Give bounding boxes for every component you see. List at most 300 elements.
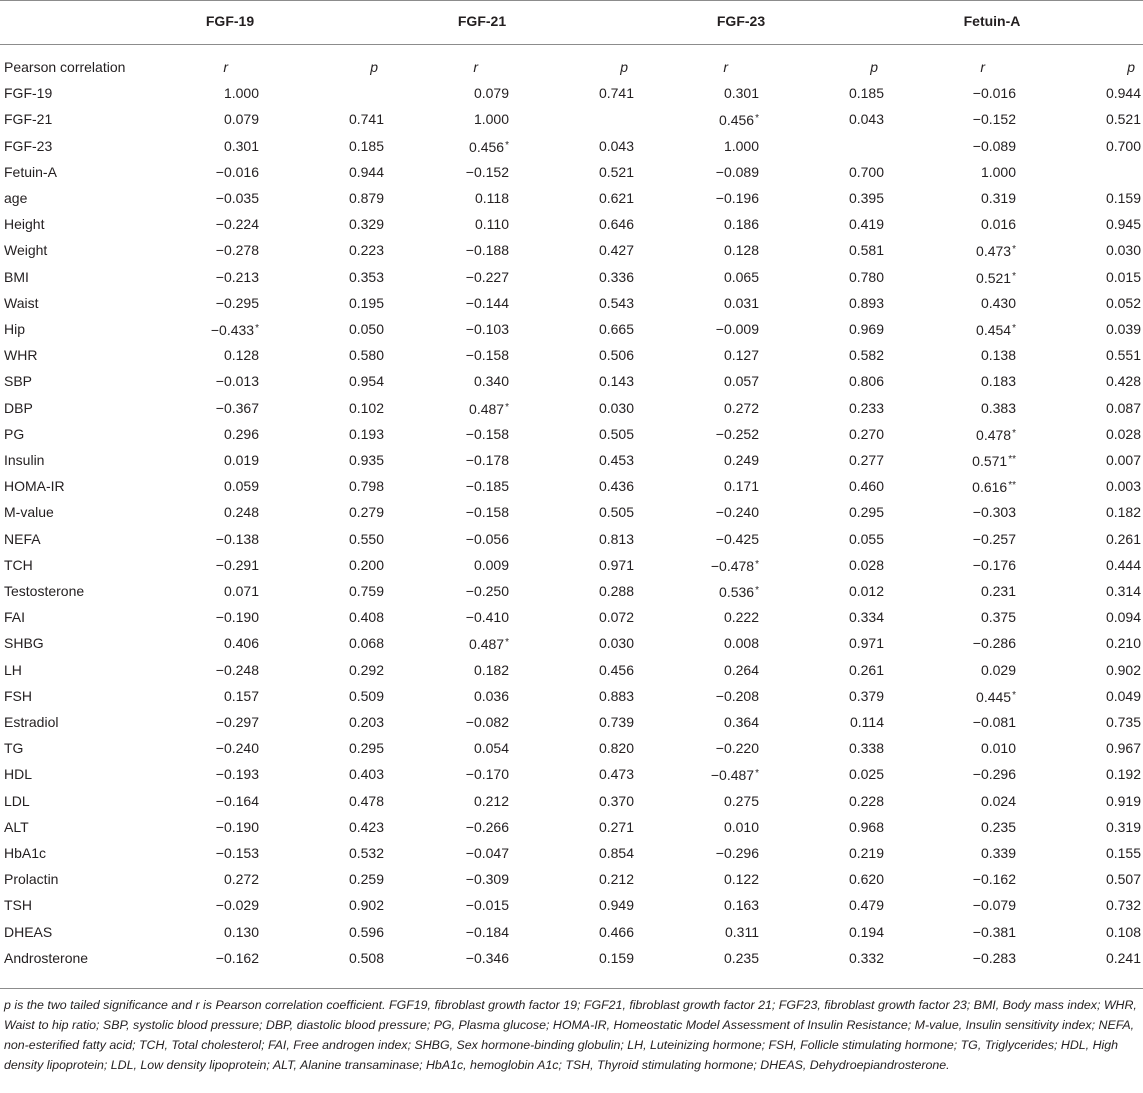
- p-value: 0.507: [1105, 871, 1141, 888]
- p-value-cell: [1106, 368, 1141, 394]
- r-value-cell: [224, 683, 259, 709]
- p-value: 0.185: [348, 137, 384, 154]
- p-value: 0.050: [348, 321, 384, 337]
- p-value: 0.971: [848, 635, 884, 652]
- p-value: 0.395: [848, 190, 884, 206]
- r-value-cell: [216, 264, 259, 290]
- p-value: 0.288: [598, 583, 634, 599]
- p-value-cell: [349, 211, 384, 237]
- p-value: 0.370: [598, 792, 634, 809]
- p-value: 0.893: [848, 294, 884, 311]
- p-value-cell: [599, 211, 634, 237]
- r-value: −0.176: [972, 556, 1016, 573]
- r-value-cell: [216, 290, 259, 316]
- header-fgf23: FGF-23: [716, 13, 766, 29]
- p-value-cell: [1106, 264, 1141, 290]
- p-value: 0.379: [848, 687, 884, 704]
- r-value: −0.162: [972, 871, 1016, 888]
- significance-marker: *: [505, 139, 509, 151]
- p-value-cell: [599, 316, 634, 342]
- row-label: ALT: [4, 818, 29, 835]
- p-value: 0.193: [348, 425, 384, 442]
- p-value-cell: [1106, 237, 1141, 263]
- p-value: 0.741: [348, 111, 384, 128]
- r-value-cell: [466, 447, 509, 473]
- p-value-cell: [599, 185, 634, 211]
- row-label: Prolactin: [4, 871, 59, 888]
- r-column-header: r: [723, 59, 728, 75]
- r-value-cell: [724, 814, 759, 840]
- p-value-cell: [349, 788, 384, 814]
- p-value: 0.436: [598, 478, 634, 495]
- row-label: Estradiol: [4, 714, 59, 730]
- p-value: 0.403: [348, 766, 384, 783]
- p-value: 0.102: [348, 399, 384, 416]
- significance-marker: *: [755, 558, 759, 570]
- r-value: 0.478: [976, 426, 1012, 443]
- significance-marker: *: [255, 323, 259, 334]
- table-row: [0, 421, 1143, 447]
- r-value-cell: [716, 421, 759, 447]
- p-value: 0.015: [1105, 268, 1141, 285]
- row-label: NEFA: [4, 530, 41, 547]
- row-label: TCH: [4, 556, 33, 573]
- r-value: −0.425: [715, 530, 759, 547]
- p-value-cell: [1106, 578, 1141, 604]
- p-value: 0.259: [348, 871, 384, 888]
- p-value-cell: [1106, 421, 1141, 447]
- p-value-cell: [849, 290, 884, 316]
- r-value: 0.272: [723, 399, 759, 416]
- r-value-cell: [976, 421, 1016, 448]
- row-label: LDL: [4, 792, 30, 809]
- p-column-header: p: [1127, 59, 1135, 75]
- r-value-cell: [466, 526, 509, 552]
- p-value: 0.087: [1105, 399, 1141, 416]
- table-row: [0, 919, 1143, 945]
- p-value-cell: [349, 264, 384, 290]
- r-value-cell: [474, 552, 509, 578]
- r-value: −0.158: [465, 425, 509, 442]
- r-value: −0.193: [215, 766, 259, 783]
- p-value: 0.007: [1105, 452, 1141, 468]
- r-value-cell: [216, 735, 259, 761]
- p-value-cell: [349, 316, 384, 342]
- p-value-cell: [849, 526, 884, 552]
- r-value: −0.297: [215, 714, 259, 730]
- p-value-cell: [599, 840, 634, 866]
- r-column-header: r: [223, 59, 228, 75]
- r-value: 0.430: [980, 294, 1016, 311]
- p-value: 0.143: [598, 373, 634, 390]
- p-value-cell: [849, 447, 884, 473]
- r-value: −0.082: [465, 714, 509, 730]
- r-value-cell: [724, 630, 759, 656]
- r-value-cell: [716, 840, 759, 866]
- p-value: 0.479: [848, 897, 884, 914]
- p-value-cell: [599, 788, 634, 814]
- p-value: 0.182: [1105, 504, 1141, 521]
- r-value: 0.235: [723, 949, 759, 966]
- p-value-cell: [1106, 840, 1141, 866]
- r-value: −0.081: [972, 714, 1016, 730]
- r-value: −0.196: [715, 190, 759, 206]
- p-value: 0.460: [848, 478, 884, 495]
- r-value-cell: [724, 788, 759, 814]
- p-value-cell: [599, 526, 634, 552]
- p-value: 0.353: [348, 268, 384, 285]
- r-value: 0.301: [223, 137, 259, 154]
- r-value-cell: [216, 604, 259, 630]
- p-value: 0.428: [1105, 373, 1141, 390]
- p-value: 0.271: [598, 818, 634, 835]
- p-value: 0.292: [348, 661, 384, 678]
- p-column-header: p: [620, 59, 628, 75]
- p-value: 0.332: [848, 949, 884, 966]
- p-value-cell: [599, 421, 634, 447]
- p-value-cell: [599, 237, 634, 263]
- p-value-cell: [599, 630, 634, 656]
- p-value: 0.759: [348, 583, 384, 599]
- r-value: −0.487: [710, 767, 755, 784]
- r-value-cell: [216, 159, 259, 185]
- r-value: −0.185: [465, 478, 509, 495]
- r-value-cell: [224, 133, 259, 159]
- r-value-cell: [981, 578, 1016, 604]
- p-value-cell: [849, 919, 884, 945]
- p-value: 0.028: [848, 556, 884, 573]
- p-value: 0.419: [848, 216, 884, 233]
- r-value: 0.110: [475, 216, 509, 233]
- p-value-cell: [849, 604, 884, 630]
- significance-marker: *: [755, 585, 759, 596]
- row-label: SHBG: [4, 635, 44, 652]
- p-value: 0.295: [348, 740, 384, 757]
- r-value-cell: [724, 80, 759, 106]
- p-value-cell: [599, 657, 634, 683]
- r-value: 0.340: [473, 373, 509, 390]
- p-value: 0.582: [848, 347, 884, 364]
- table-row: [0, 368, 1143, 394]
- p-value-cell: [349, 761, 384, 787]
- r-value-cell: [474, 788, 509, 814]
- table-row: [0, 604, 1143, 630]
- p-value-cell: [349, 709, 384, 735]
- r-value-cell: [724, 368, 759, 394]
- r-value-cell: [466, 159, 509, 185]
- p-value-cell: [1106, 316, 1141, 342]
- p-value: 0.453: [598, 452, 634, 468]
- r-value: −0.178: [465, 452, 509, 468]
- p-value: 0.505: [598, 504, 634, 521]
- p-value-cell: [349, 657, 384, 683]
- stats-header-row: [0, 54, 1143, 80]
- r-value: 0.183: [980, 373, 1016, 390]
- p-value-cell: [1106, 892, 1141, 918]
- r-value: −0.240: [215, 740, 259, 757]
- r-value-cell: [716, 735, 759, 761]
- r-value: −0.016: [215, 163, 259, 180]
- p-value-cell: [849, 578, 884, 604]
- p-value-cell: [599, 447, 634, 473]
- r-value: −0.138: [215, 530, 259, 547]
- row-label: age: [4, 190, 28, 206]
- p-value: 0.192: [1105, 766, 1141, 783]
- p-value-cell: [599, 290, 634, 316]
- r-value-cell: [725, 919, 759, 945]
- r-value: 0.079: [223, 111, 259, 128]
- r-value-cell: [719, 106, 759, 133]
- p-value: 0.949: [598, 897, 634, 914]
- p-value: 0.155: [1105, 845, 1141, 861]
- r-value: 0.456: [719, 112, 755, 129]
- table-row: [0, 788, 1143, 814]
- r-value-cell: [216, 237, 259, 263]
- r-value-cell: [224, 866, 259, 892]
- r-value: −0.250: [465, 583, 509, 599]
- r-value-cell: [466, 578, 509, 604]
- table-row: [0, 526, 1143, 552]
- table-row: [0, 709, 1143, 735]
- r-value-cell: [716, 499, 759, 525]
- p-value: 0.319: [1105, 818, 1141, 835]
- row-label: HOMA-IR: [4, 478, 65, 495]
- p-value: 0.551: [1105, 347, 1141, 364]
- p-value-cell: [599, 368, 634, 394]
- r-value-cell: [216, 814, 259, 840]
- r-value: 0.296: [223, 425, 259, 442]
- r-value-cell: [724, 342, 759, 368]
- r-value: −0.295: [215, 294, 259, 311]
- r-value-cell: [474, 368, 509, 394]
- r-value: 0.249: [723, 452, 759, 468]
- p-value-cell: [849, 368, 884, 394]
- r-value: −0.190: [215, 609, 259, 626]
- r-value-cell: [724, 133, 759, 159]
- p-value-cell: [849, 106, 884, 132]
- p-value-cell: [1106, 106, 1141, 132]
- r-value: 0.024: [980, 792, 1016, 809]
- r-value: −0.035: [215, 190, 259, 206]
- p-value: 0.270: [848, 425, 884, 442]
- row-label: Hip: [4, 321, 26, 337]
- r-value: −0.252: [715, 425, 759, 442]
- p-value-cell: [849, 473, 884, 499]
- r-value-cell: [724, 290, 759, 316]
- r-value-cell: [976, 237, 1016, 264]
- p-value: 0.902: [1105, 661, 1141, 678]
- r-column-header: r: [980, 59, 985, 75]
- p-value-cell: [849, 552, 884, 578]
- p-value-cell: [1106, 735, 1141, 761]
- p-value-cell: [1106, 499, 1141, 525]
- p-value-cell: [349, 159, 384, 185]
- r-value: −0.144: [465, 294, 509, 311]
- p-value: 0.780: [848, 268, 884, 285]
- r-value: −0.303: [972, 504, 1016, 521]
- r-value-cell: [724, 447, 759, 473]
- p-value-cell: [849, 237, 884, 263]
- p-value-cell: [849, 814, 884, 840]
- p-value: 0.735: [1105, 714, 1141, 730]
- p-value-cell: [599, 473, 634, 499]
- r-value: −0.079: [972, 897, 1016, 914]
- r-value: 0.473: [976, 243, 1012, 260]
- p-value: 0.212: [598, 871, 634, 888]
- p-value: 0.228: [848, 792, 884, 809]
- p-value-cell: [599, 264, 634, 290]
- p-value-cell: [1106, 919, 1141, 945]
- p-value: 0.241: [1105, 949, 1141, 966]
- r-value-cell: [973, 919, 1016, 945]
- r-value: 0.212: [473, 792, 509, 809]
- r-value: 0.010: [723, 818, 759, 835]
- r-value-cell: [216, 892, 259, 918]
- p-value: 0.466: [598, 923, 634, 940]
- r-value: −0.029: [215, 897, 259, 914]
- row-label: FGF-21: [4, 111, 53, 128]
- p-value-cell: [849, 316, 884, 342]
- r-value: 0.339: [980, 845, 1016, 861]
- p-value-cell: [349, 526, 384, 552]
- r-value: 0.065: [723, 268, 759, 285]
- row-label: FGF-19: [4, 85, 53, 102]
- r-value: −0.367: [215, 399, 259, 416]
- r-value: −0.208: [715, 687, 759, 704]
- p-value: 0.114: [850, 714, 884, 730]
- significance-marker: *: [505, 637, 509, 649]
- p-value: 0.423: [348, 818, 384, 835]
- r-value-cell: [981, 604, 1016, 630]
- r-value: 0.571: [972, 453, 1008, 469]
- p-value: 0.919: [1105, 792, 1141, 809]
- p-value-cell: [599, 814, 634, 840]
- p-value-cell: [599, 604, 634, 630]
- table-header-row: [0, 0, 1143, 44]
- p-value-cell: [599, 133, 634, 159]
- row-label: Testosterone: [4, 583, 85, 599]
- p-value-cell: [349, 866, 384, 892]
- row-label: Androsterone: [4, 949, 89, 966]
- r-value-cell: [973, 133, 1016, 159]
- r-value-cell: [724, 395, 759, 421]
- r-value: −0.015: [465, 897, 509, 914]
- p-value: 0.581: [848, 242, 884, 259]
- table-row: [0, 945, 1143, 971]
- p-value: 0.028: [1105, 425, 1141, 442]
- p-value-cell: [599, 866, 634, 892]
- r-value-cell: [716, 526, 759, 552]
- r-value-cell: [475, 211, 509, 237]
- row-label: TG: [4, 740, 24, 757]
- p-value-cell: [349, 421, 384, 447]
- r-value-cell: [973, 892, 1016, 918]
- r-value-cell: [216, 526, 259, 552]
- r-value: 0.311: [725, 923, 759, 940]
- r-value-cell: [981, 840, 1016, 866]
- p-value: 0.620: [848, 871, 884, 888]
- r-value: 0.275: [723, 792, 759, 809]
- significance-marker: **: [1008, 454, 1016, 465]
- r-value-cell: [973, 761, 1016, 787]
- table-row: [0, 133, 1143, 159]
- r-value-cell: [711, 761, 759, 788]
- r-value: 0.130: [223, 923, 259, 940]
- p-value-cell: [1106, 342, 1141, 368]
- p-value-cell: [349, 552, 384, 578]
- p-value: 0.506: [598, 347, 634, 364]
- r-value-cell: [976, 316, 1016, 343]
- r-value: 0.008: [723, 635, 759, 652]
- p-value: 0.261: [1105, 530, 1141, 547]
- r-value: 0.616: [972, 479, 1008, 496]
- r-value: 0.128: [723, 242, 759, 259]
- p-value: 0.261: [848, 661, 884, 678]
- row-label: DBP: [4, 399, 33, 416]
- r-value-cell: [981, 368, 1016, 394]
- p-value: 0.967: [1105, 740, 1141, 757]
- r-value: 0.487: [469, 636, 505, 653]
- r-value-cell: [224, 630, 259, 656]
- p-value: 0.159: [598, 949, 634, 966]
- p-value: 0.508: [348, 949, 384, 966]
- p-value-cell: [849, 342, 884, 368]
- p-value: 0.883: [598, 687, 634, 704]
- r-value-cell: [976, 264, 1016, 291]
- r-value: −0.047: [465, 845, 509, 861]
- r-value-cell: [466, 264, 509, 290]
- p-value-cell: [850, 709, 884, 735]
- r-column-header: r: [473, 59, 478, 75]
- r-value-cell: [716, 185, 759, 211]
- r-value-cell: [981, 735, 1016, 761]
- p-value: 0.336: [598, 268, 634, 285]
- p-column-header: p: [370, 59, 378, 75]
- r-value-cell: [724, 892, 759, 918]
- r-value-cell: [224, 578, 259, 604]
- r-value: 0.122: [723, 871, 759, 888]
- significance-marker: *: [755, 768, 759, 780]
- r-value: −0.296: [972, 766, 1016, 783]
- r-value: 0.456: [469, 138, 505, 155]
- r-value: 0.171: [723, 478, 759, 495]
- row-label: Weight: [4, 242, 48, 259]
- p-value: 0.665: [598, 321, 634, 337]
- p-value-cell: [349, 630, 384, 656]
- p-value: 0.295: [848, 504, 884, 521]
- p-value: 0.427: [598, 242, 634, 259]
- r-value-cell: [216, 368, 259, 394]
- p-value-cell: [349, 945, 384, 971]
- p-value: 0.195: [348, 294, 384, 311]
- p-value: 0.621: [598, 190, 634, 206]
- p-value-cell: [1106, 709, 1141, 735]
- r-value: −0.478: [710, 557, 755, 574]
- r-value: −0.266: [465, 818, 509, 835]
- r-value: 0.248: [223, 504, 259, 521]
- r-value: 0.054: [473, 740, 509, 757]
- p-value: 0.203: [348, 714, 384, 730]
- r-value-cell: [981, 342, 1016, 368]
- r-value-cell: [475, 185, 509, 211]
- p-value-cell: [599, 892, 634, 918]
- table-row: [0, 892, 1143, 918]
- row-label: HbA1c: [4, 845, 47, 861]
- row-label: Height: [4, 216, 45, 233]
- p-value: 0.944: [1105, 85, 1141, 102]
- p-value-cell: [599, 342, 634, 368]
- r-value: 0.536: [719, 584, 755, 600]
